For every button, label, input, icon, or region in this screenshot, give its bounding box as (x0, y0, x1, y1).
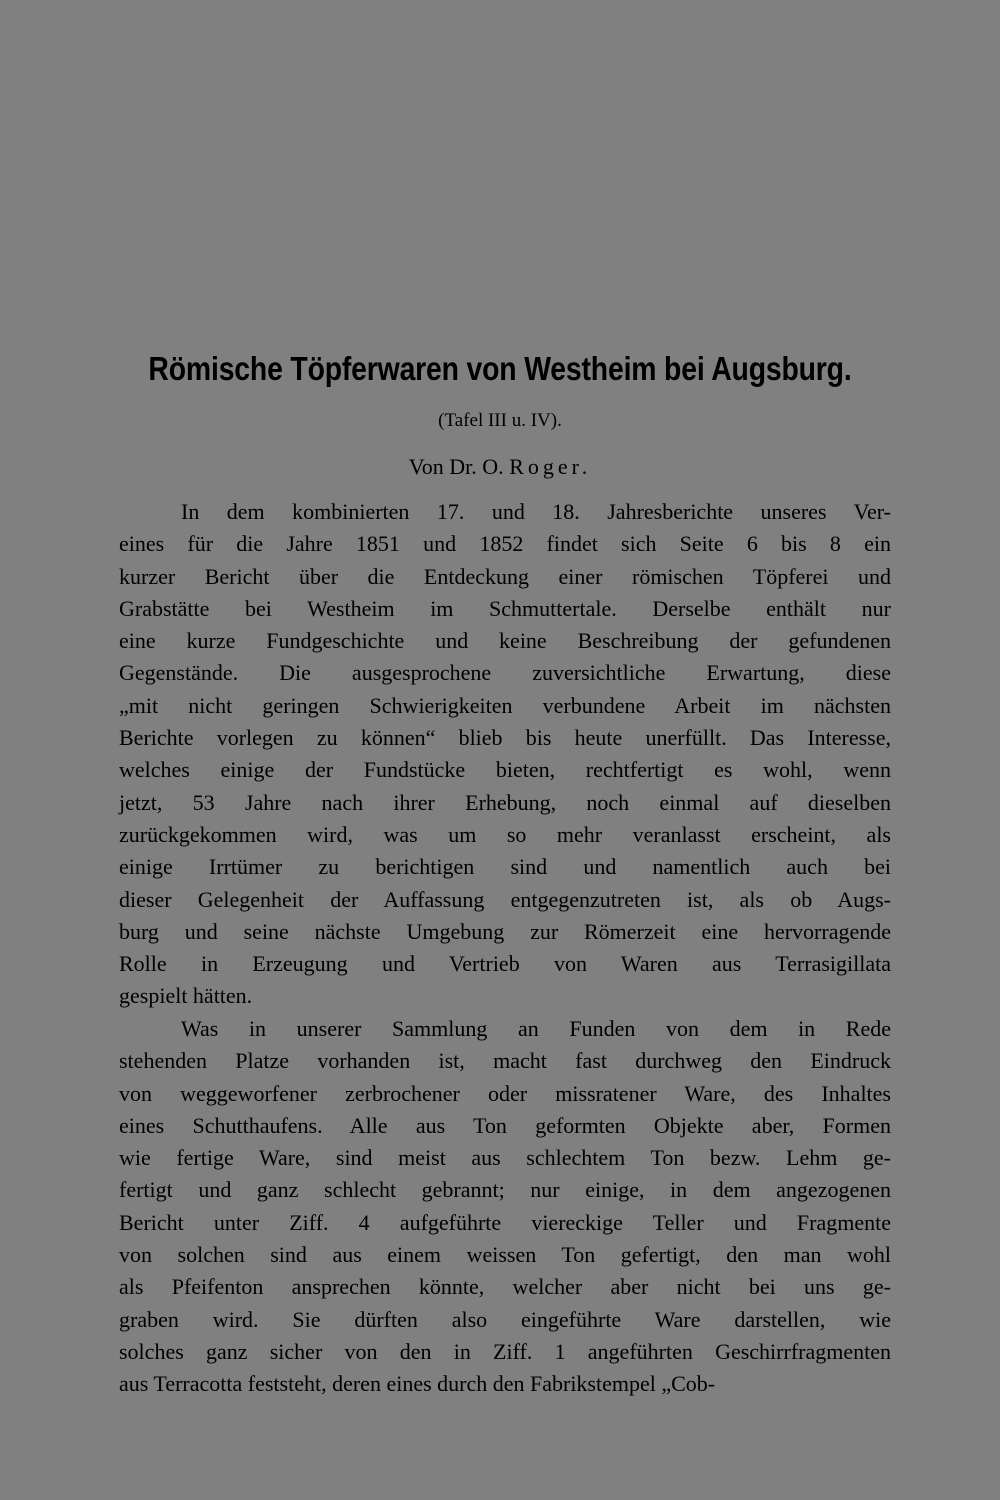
text-line: Bericht unter Ziff. 4 aufgeführte viereckige Teller und Fragmente (119, 1209, 891, 1235)
text-line: solches ganz sicher von den in Ziff. 1 angeführten Geschirrfragmenten (119, 1338, 891, 1364)
text-line: von solchen sind aus einem weissen Ton gefertigt, den man wohl (119, 1242, 891, 1268)
text-line: als Pfeifenton ansprechen könnte, welcher aber nicht bei uns ge- (119, 1274, 891, 1300)
text-line: „mit nicht geringen Schwierigkeiten verbundene Arbeit im nächsten (119, 692, 891, 718)
paragraph-2 (119, 1013, 891, 1401)
text-line: Rolle in Erzeugung und Vertrieb von Waren aus Terrasigillata (119, 951, 891, 977)
text-line: kurzer Bericht über die Entdeckung einer römischen Töpferei und (119, 563, 891, 589)
text-line: In dem kombinierten 17. und 18. Jahresberichte unseres Ver- (181, 499, 891, 524)
text-line: eine kurze Fundgeschichte und keine Beschreibung der gefundenen (119, 628, 891, 654)
text-line: Berichte vorlegen zu können“ blieb bis heute unerfüllt. Das Interesse, (119, 725, 891, 751)
text-line: von weggeworfener zerbrochener oder missratener Ware, des Inhaltes (119, 1080, 891, 1106)
article-title: Römische Töpferwaren von Westheim bei Augsburg. (148, 350, 852, 387)
text-line: gespielt hätten. (119, 983, 253, 1009)
article-author (0, 454, 1000, 480)
text-line: welches einige der Fundstücke bieten, rechtfertigt es wohl, wenn (119, 757, 891, 783)
text-line: Was in unserer Sammlung an Funden von dem in Rede (181, 1016, 891, 1041)
text-line: wie fertige Ware, sind meist aus schlechtem Ton bezw. Lehm ge- (119, 1145, 891, 1171)
text-line: dieser Gelegenheit der Auffassung entgegenzutreten ist, als ob Augs- (119, 886, 891, 912)
text-line: stehenden Platze vorhanden ist, macht fast durchweg den Eindruck (119, 1048, 891, 1074)
text-line: Grabstätte bei Westheim im Schmuttertale. Derselbe enthält nur (119, 595, 891, 621)
text-line: aus Terracotta feststeht, deren eines durch den Fabrikstempel „Cob- (119, 1371, 716, 1397)
author-name: Roger. (509, 454, 592, 479)
text-line: zurückgekommen wird, was um so mehr veranlasst erscheint, als (119, 821, 891, 847)
paragraph-1 (119, 496, 891, 1013)
text-line: einige Irrtümer zu berichtigen sind und namentlich auch bei (119, 854, 891, 880)
text-line: jetzt, 53 Jahre nach ihrer Erhebung, noch einmal auf dieselben (119, 789, 891, 815)
article-subtitle: (Tafel III u. IV). (438, 410, 562, 431)
text-line: eines Schutthaufens. Alle aus Ton geformten Objekte aber, Formen (119, 1112, 891, 1138)
text-line: graben wird. Sie dürften also eingeführte Ware darstellen, wie (119, 1306, 891, 1332)
author-prefix: Von Dr. O. (408, 454, 504, 479)
text-line: burg und seine nächste Umgebung zur Römerzeit eine hervorragende (119, 918, 891, 944)
text-line: fertigt und ganz schlecht gebrannt; nur einige, in dem angezogenen (119, 1177, 891, 1203)
text-line: Gegenstände. Die ausgesprochene zuversichtliche Erwartung, diese (119, 660, 891, 686)
text-line: eines für die Jahre 1851 und 1852 findet sich Seite 6 bis 8 ein (119, 531, 891, 557)
